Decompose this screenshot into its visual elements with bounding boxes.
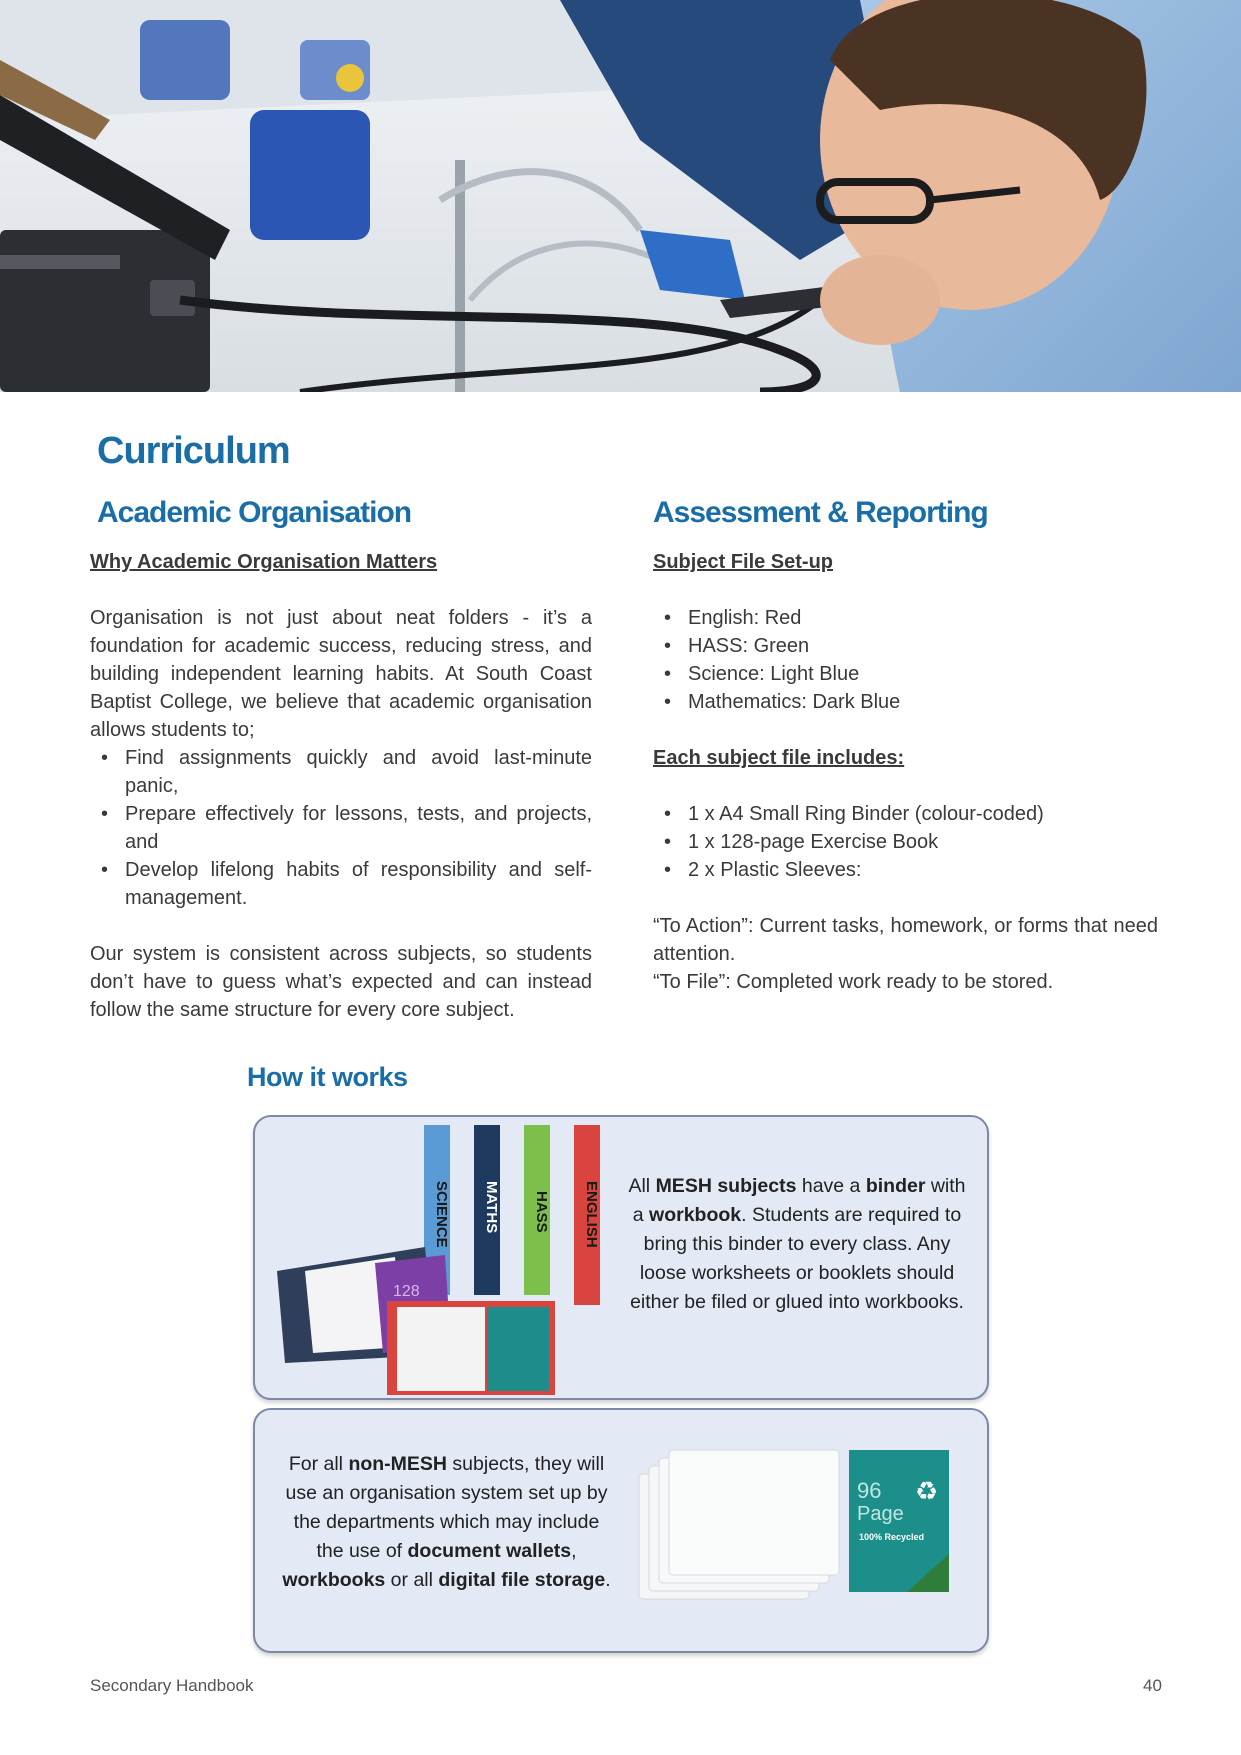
closing-paragraph: Our system is consistent across subjects, so students don’t have to guess what’s expected and can instead follow the same structure for every core subject. — [90, 943, 592, 1021]
list-item: • Find assignments quickly and avoid last-minute panic, — [90, 744, 592, 800]
list-item: • 1 x 128-page Exercise Book — [653, 828, 1158, 856]
document-wallets-illustration — [637, 1448, 957, 1608]
spine-label: SCIENCE — [433, 1181, 450, 1248]
list-item: • Mathematics: Dark Blue — [653, 688, 1158, 716]
to-action-text: “To Action”: Current tasks, homework, or forms that need attention. — [653, 915, 1158, 965]
hero-photo — [0, 0, 1241, 392]
footer-title: Secondary Handbook — [90, 1676, 254, 1695]
workbook-label: 128 — [393, 1283, 420, 1300]
non-mesh-description: For all non-MESH subjects, they will use an organisation system set up by the departments which may include the use of document wallets, workbooks or all digital file storage. — [282, 1453, 611, 1591]
intro-paragraph: Organisation is not just about neat folders - it’s a foundation for academic success, reducing stress, and building independent learning habits. At South Coast Baptist College, we believe that academic organisation allows students to; — [90, 607, 592, 741]
list-item: • HASS: Green — [653, 632, 1158, 660]
benefits-list — [90, 744, 592, 912]
workbook-page-word: Page — [857, 1503, 904, 1525]
academic-organisation-heading: Academic Organisation — [97, 496, 412, 529]
list-item: • Prepare effectively for lessons, tests, and projects, and — [90, 800, 592, 856]
file-includes-list — [653, 800, 1158, 884]
non-mesh-subjects-box — [253, 1408, 989, 1653]
workbook-page-count: 96 — [857, 1478, 882, 1503]
assessment-reporting-heading: Assessment & Reporting — [653, 496, 988, 529]
how-it-works-heading: How it works — [247, 1062, 408, 1092]
mesh-subjects-box — [253, 1115, 989, 1400]
left-column — [90, 548, 592, 1024]
subject-file-setup-subheading: Subject File Set-up — [653, 551, 834, 573]
why-matters-subheading: Why Academic Organisation Matters — [90, 551, 438, 573]
list-item: • 2 x Plastic Sleeves: — [653, 856, 1158, 884]
page-number: 40 — [1143, 1676, 1162, 1695]
soldering-scene-illustration — [0, 0, 1241, 392]
recycle-icon: ♻ — [915, 1477, 939, 1507]
spine-label: ENGLISH — [583, 1181, 600, 1248]
document-wallet — [669, 1450, 839, 1575]
workbook-recycled-label: 100% Recycled — [859, 1532, 925, 1542]
subject-colour-list — [653, 604, 1158, 716]
spine-label: HASS — [533, 1191, 550, 1233]
binders-illustration — [275, 1121, 625, 1397]
list-item: • 1 x A4 Small Ring Binder (colour-coded) — [653, 800, 1158, 828]
teal-workbook — [487, 1307, 549, 1391]
right-column — [653, 548, 1158, 996]
spine-label: MATHS — [483, 1181, 500, 1234]
list-item: • English: Red — [653, 604, 1158, 632]
mesh-description: All MESH subjects have a binder with a workbook. Students are required to bring this binder to every class. Any loose worksheets or booklets should either be filed or glued into workbooks. — [628, 1175, 966, 1313]
to-file-text: “To File”: Completed work ready to be stored. — [653, 971, 1054, 993]
page-title: Curriculum — [97, 430, 290, 472]
list-item: • Science: Light Blue — [653, 660, 1158, 688]
file-includes-subheading: Each subject file includes: — [653, 747, 905, 769]
list-item: • Develop lifelong habits of responsibility and self-management. — [90, 856, 592, 912]
